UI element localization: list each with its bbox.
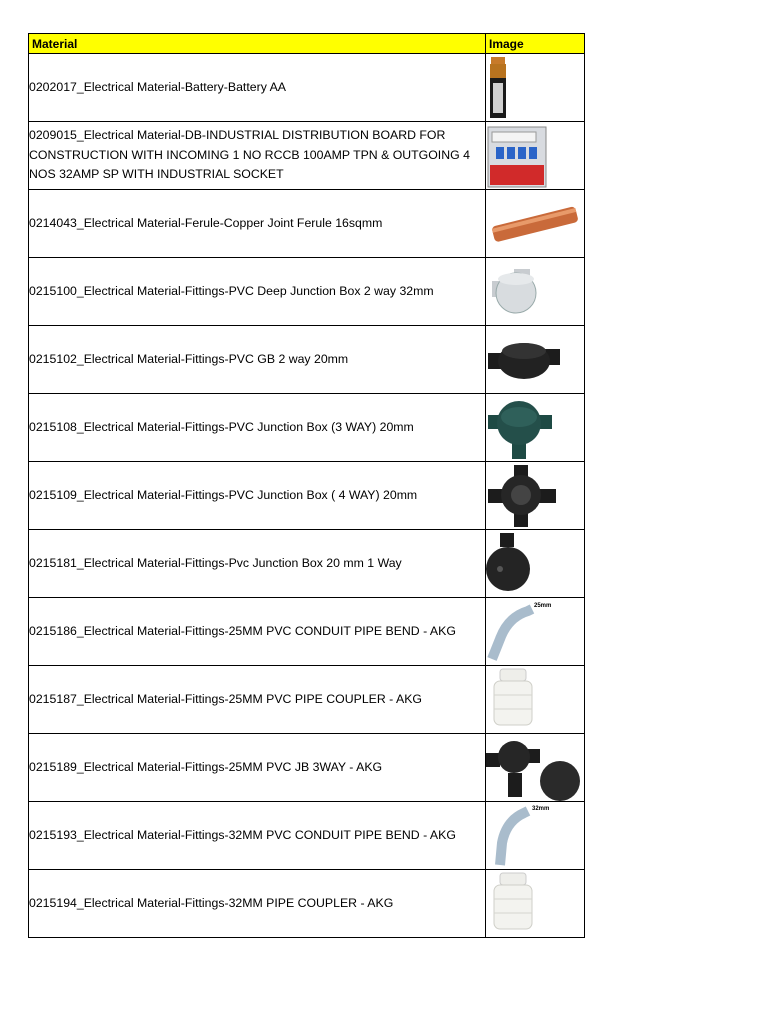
- table-row: [29, 870, 585, 938]
- table-row: [29, 394, 585, 462]
- table-row: [29, 734, 585, 802]
- table-row: [29, 666, 585, 734]
- pipe-coupler-icon: [486, 667, 584, 733]
- image-cell[interactable]: [486, 394, 585, 462]
- junction-box-1way-black-icon: [486, 531, 584, 597]
- copper-ferrule-icon: [486, 191, 584, 257]
- header-material[interactable]: Material: [29, 34, 486, 54]
- table-row: [29, 122, 585, 190]
- table-row: [29, 598, 585, 666]
- size-tag: 32mm: [532, 805, 550, 812]
- table-row: [29, 190, 585, 258]
- table-row: [29, 54, 585, 122]
- material-cell[interactable]: 0215109_Electrical Material-Fittings-PVC Junction Box ( 4 WAY) 20mm: [29, 462, 486, 530]
- image-cell[interactable]: [486, 734, 585, 802]
- junction-box-2way-black-icon: [486, 327, 584, 393]
- junction-box-4way-black-icon: [486, 463, 584, 529]
- image-cell[interactable]: [486, 530, 585, 598]
- material-cell[interactable]: 0215186_Electrical Material-Fittings-25MM PVC CONDUIT PIPE BEND - AKG: [29, 598, 486, 666]
- image-cell[interactable]: [486, 666, 585, 734]
- material-cell[interactable]: 0209015_Electrical Material-DB-INDUSTRIAL DISTRIBUTION BOARD FOR CONSTRUCTION WITH INCOMING 1 NO RCCB 100AMP TPN & OUTGOING 4 NOS 32AMP SP WITH INDUSTRIAL SOCKET: [29, 122, 486, 190]
- image-cell[interactable]: [486, 122, 585, 190]
- image-cell[interactable]: [486, 598, 585, 666]
- table-row: [29, 530, 585, 598]
- image-cell[interactable]: [486, 326, 585, 394]
- pipe-coupler-icon: [486, 871, 584, 937]
- material-cell[interactable]: 0215189_Electrical Material-Fittings-25MM PVC JB 3WAY - AKG: [29, 734, 486, 802]
- material-cell[interactable]: 0215193_Electrical Material-Fittings-32MM PVC CONDUIT PIPE BEND - AKG: [29, 802, 486, 870]
- table-row: [29, 326, 585, 394]
- material-cell[interactable]: 0215108_Electrical Material-Fittings-PVC Junction Box (3 WAY) 20mm: [29, 394, 486, 462]
- image-cell[interactable]: [486, 802, 585, 870]
- image-cell[interactable]: [486, 54, 585, 122]
- material-cell[interactable]: 0215187_Electrical Material-Fittings-25MM PVC PIPE COUPLER - AKG: [29, 666, 486, 734]
- table-row: [29, 462, 585, 530]
- size-tag: 25mm: [534, 602, 552, 609]
- material-cell[interactable]: 0215181_Electrical Material-Fittings-Pvc Junction Box 20 mm 1 Way: [29, 530, 486, 598]
- material-cell[interactable]: 0215194_Electrical Material-Fittings-32MM PIPE COUPLER - AKG: [29, 870, 486, 938]
- materials-table: [28, 33, 585, 938]
- material-cell[interactable]: 0202017_Electrical Material-Battery-Battery AA: [29, 54, 486, 122]
- table-row: [29, 802, 585, 870]
- material-cell[interactable]: 0215100_Electrical Material-Fittings-PVC Deep Junction Box 2 way 32mm: [29, 258, 486, 326]
- image-cell[interactable]: [486, 258, 585, 326]
- distribution-board-icon: [486, 123, 584, 189]
- junction-box-3way-green-icon: [486, 395, 584, 461]
- junction-box-3way-open-icon: [486, 735, 584, 801]
- conduit-bend-icon: [486, 803, 584, 869]
- battery-aa-icon: [486, 55, 584, 121]
- conduit-bend-icon: [486, 599, 584, 665]
- header-row: [29, 34, 585, 54]
- image-cell[interactable]: [486, 462, 585, 530]
- table-row: [29, 258, 585, 326]
- image-cell[interactable]: [486, 190, 585, 258]
- header-image[interactable]: Image: [486, 34, 585, 54]
- material-cell[interactable]: 0215102_Electrical Material-Fittings-PVC GB 2 way 20mm: [29, 326, 486, 394]
- material-cell[interactable]: 0214043_Electrical Material-Ferule-Copper Joint Ferule 16sqmm: [29, 190, 486, 258]
- junction-box-2way-grey-icon: [486, 259, 584, 325]
- image-cell[interactable]: [486, 870, 585, 938]
